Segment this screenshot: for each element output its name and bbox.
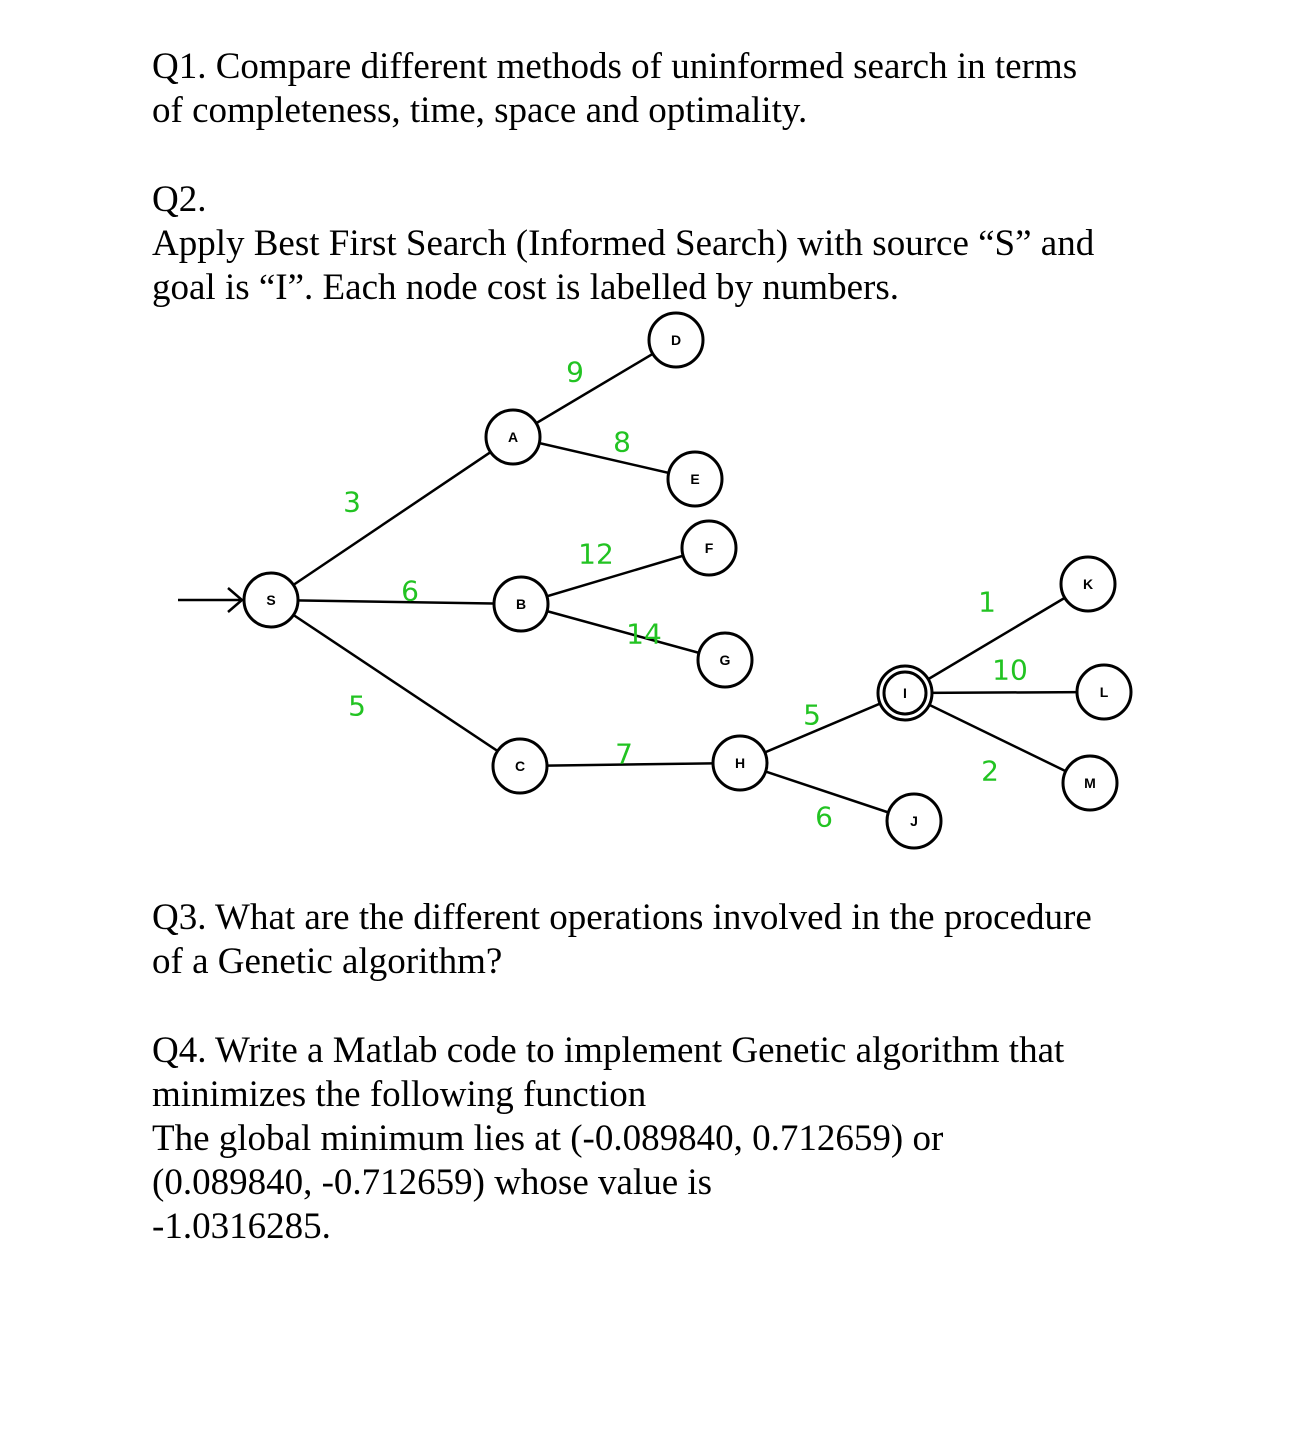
node-f xyxy=(682,521,736,575)
node-j xyxy=(887,794,941,848)
node-label: A xyxy=(507,429,519,445)
edge-s-b xyxy=(271,600,521,604)
q2-line-1: Apply Best First Search (Informed Search) with source “S” and xyxy=(152,223,1095,264)
cost-label-s-b: 6 xyxy=(401,574,419,608)
cost-label-s-c: 5 xyxy=(348,689,366,723)
q3-line-2: of a Genetic algorithm? xyxy=(152,941,503,982)
node-label: G xyxy=(719,652,731,668)
edge-s-c xyxy=(271,600,520,766)
edge-b-g xyxy=(521,604,725,660)
cost-label-a-e: 8 xyxy=(613,425,631,459)
node-s xyxy=(244,573,298,627)
q1-line-1: Q1. Compare different methods of uninformed search in terms xyxy=(152,46,1078,87)
node-label: C xyxy=(514,758,526,774)
edge-b-f xyxy=(521,548,709,604)
cost-label-b-f: 12 xyxy=(578,537,614,571)
node-l xyxy=(1077,665,1131,719)
edge-s-a xyxy=(271,437,513,600)
cost-label-h-i: 5 xyxy=(803,698,821,732)
cost-label-c-h: 7 xyxy=(615,737,633,771)
node-k xyxy=(1061,557,1115,611)
node-label: S xyxy=(266,592,276,608)
cost-label-s-a: 3 xyxy=(343,485,361,519)
cost-label-i-m: 2 xyxy=(981,754,999,788)
cost-label-b-g: 14 xyxy=(626,617,662,651)
q2-line-2: goal is “I”. Each node cost is labelled by numbers. xyxy=(152,267,899,308)
node-label: E xyxy=(690,471,700,487)
node-b xyxy=(494,577,548,631)
node-g xyxy=(698,633,752,687)
node-a xyxy=(486,410,540,464)
cost-label-i-k: 1 xyxy=(978,585,996,619)
q1-line-2: of completeness, time, space and optimality. xyxy=(152,90,808,131)
node-label: B xyxy=(515,596,527,612)
graph-edges xyxy=(178,340,1104,821)
node-i xyxy=(878,666,932,720)
node-label: J xyxy=(910,813,918,829)
node-m xyxy=(1063,756,1117,810)
node-label: L xyxy=(1099,684,1109,700)
q3-line-1: Q3. What are the different operations involved in the procedure xyxy=(152,897,1092,938)
node-label: D xyxy=(670,332,682,348)
node-d xyxy=(649,313,703,367)
q2-heading: Q2. xyxy=(152,179,207,220)
node-h xyxy=(713,736,767,790)
cost-label-i-l: 10 xyxy=(992,653,1028,687)
q4-line-3: The global minimum lies at (-0.089840, 0.712659) or xyxy=(152,1118,944,1159)
node-label: F xyxy=(704,540,714,556)
cost-label-a-d: 9 xyxy=(566,355,584,389)
node-label: I xyxy=(903,685,907,701)
q4-line-2: minimizes the following function xyxy=(152,1074,647,1115)
q4-line-1: Q4. Write a Matlab code to implement Genetic algorithm that xyxy=(152,1030,1065,1071)
graph-cost-labels xyxy=(343,356,1028,834)
node-label: M xyxy=(1084,775,1096,791)
node-label: H xyxy=(734,755,746,771)
node-e xyxy=(668,452,722,506)
cost-label-h-j: 6 xyxy=(815,800,833,834)
q4-line-4: (0.089840, -0.712659) whose value is xyxy=(152,1162,713,1203)
edge-i-l xyxy=(905,692,1104,693)
q4-line-5: -1.0316285. xyxy=(152,1206,331,1247)
node-label: K xyxy=(1082,576,1094,592)
node-c xyxy=(493,739,547,793)
